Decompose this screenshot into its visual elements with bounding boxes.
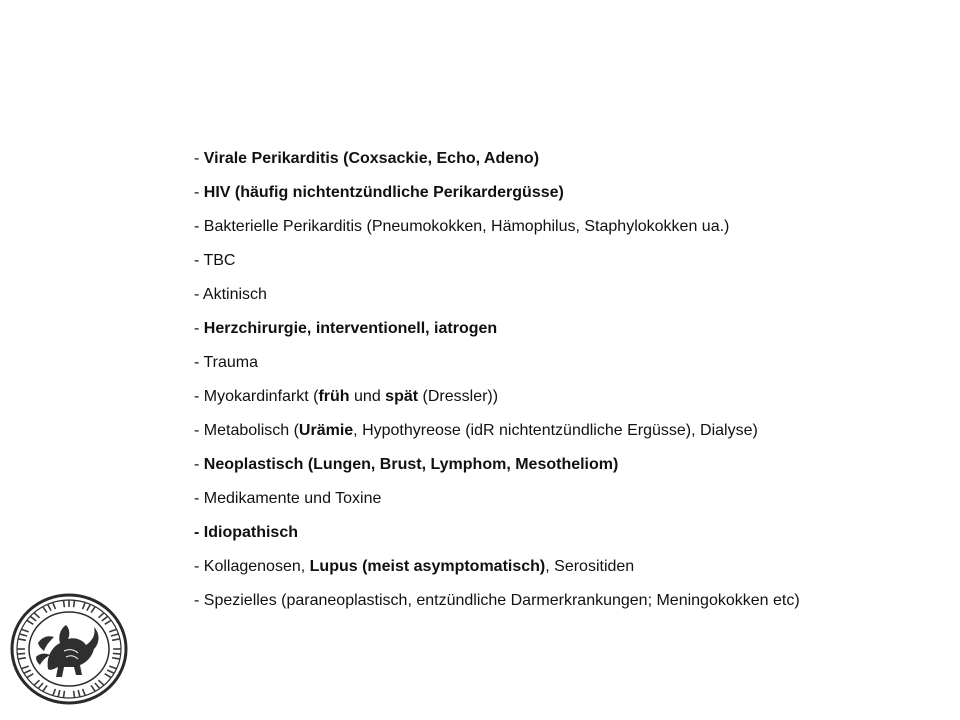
bold-text: - Idiopathisch (194, 524, 298, 541)
list-item (194, 316, 934, 350)
list-item (194, 588, 934, 622)
text: und (349, 388, 386, 405)
text: (Dressler)) (418, 388, 499, 405)
list-item (194, 282, 934, 316)
text: - (194, 456, 204, 473)
list-item (194, 248, 934, 282)
bold-text: Neoplastisch (Lungen, Brust, Lymphom, Mesotheliom) (203, 456, 619, 473)
text: - Spezielles (paraneoplastisch, entzündliche Darmerkrankungen; Meningokokken etc) (194, 592, 800, 609)
list-item (194, 452, 934, 486)
list-item (194, 418, 934, 452)
text: - Trauma (194, 354, 259, 371)
text: - (194, 184, 204, 201)
list-item (194, 486, 934, 520)
text: - Myokardinfarkt ( (194, 388, 319, 405)
list-item (194, 214, 934, 248)
list-item (194, 146, 934, 180)
university-seal-icon (8, 591, 130, 707)
bold-text: HIV (häufig nichtentzündliche Perikardergüsse) (203, 184, 564, 201)
list-item (194, 350, 934, 384)
text: - Kollagenosen, (194, 558, 310, 575)
bold-text: Urämie (298, 422, 354, 439)
bold-text: Virale Perikarditis (Coxsackie, Echo, Adeno) (203, 150, 540, 167)
text: - Bakterielle Perikarditis (Pneumokokken, Hämophilus, Staphylokokken ua.) (194, 218, 730, 235)
list-item (194, 384, 934, 418)
list-item (194, 554, 934, 588)
text: - Aktinisch (194, 286, 267, 303)
text: - TBC (194, 252, 236, 269)
text: - Medikamente und Toxine (194, 490, 382, 507)
text: , Hypothyreose (idR nichtentzündliche Ergüsse), Dialyse) (353, 422, 758, 439)
text: - Metabolisch ( (194, 422, 299, 439)
text: - (194, 320, 204, 337)
bold-text: Herzchirurgie, interventionell, iatrogen (203, 320, 498, 337)
list-item (194, 180, 934, 214)
list-item (194, 520, 934, 554)
bold-text: spät (385, 388, 419, 405)
cause-list (194, 146, 934, 622)
bold-text: früh (318, 388, 350, 405)
text: , Serositiden (545, 558, 635, 575)
bold-text: Lupus (meist asymptomatisch) (309, 558, 546, 575)
text: - (194, 150, 204, 167)
